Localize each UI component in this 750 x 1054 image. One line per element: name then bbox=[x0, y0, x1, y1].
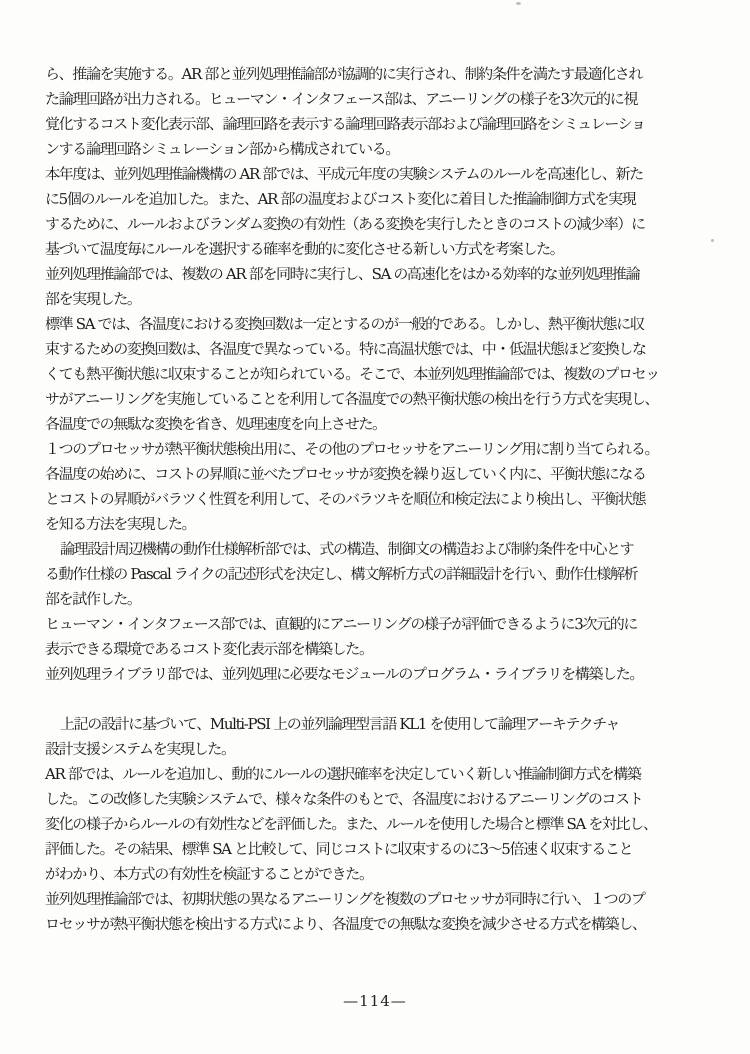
text-line: 各温度での無駄な変換を省き、処理速度を向上させた。 bbox=[45, 415, 386, 433]
text-line: くても熱平衡状態に収束することが知られている。そこで、本並列処理推論部では、複数のプロセッ bbox=[45, 365, 659, 383]
text-line: ら、推論を実施する。AR 部と並列処理推論部が協調的に実行され、制約条件を満たす最適化され bbox=[45, 65, 643, 83]
text-line: 本年度は、並列処理推論機構の AR 部では、平成元年度の実験システムのルールを高速化し、新た bbox=[45, 165, 643, 183]
text-line: 並列処理推論部では、初期状態の異なるアニーリングを複数のプロセッサが同時に行い、１つのプ bbox=[45, 890, 645, 908]
text-line: 覚化するコスト変化表示部、論理回路を表示する論理回路表示部および論理回路をシミュレーショ bbox=[45, 115, 645, 133]
text-line: を知る方法を実現した。 bbox=[45, 515, 196, 533]
text-line: 設計支援システムを実現した。 bbox=[45, 740, 235, 758]
page-number: —114— bbox=[343, 992, 407, 1010]
text-line: がわかり、本方式の有効性を検証することができた。 bbox=[45, 865, 373, 883]
text-line: 部を実現した。 bbox=[45, 290, 141, 308]
text-line: 評価した。その結果、標準 SA と比較して、同じコストに収束するのに3〜5倍速く収束すること bbox=[45, 840, 633, 858]
text-line: に5個のルールを追加した。また、AR 部の温度およびコスト変化に着目した推論制御方式を実現 bbox=[45, 190, 636, 208]
text-line: 並列処理推論部では、複数の AR 部を同時に実行し、SA の高速化をはかる効率的な並列処理推論 bbox=[45, 265, 640, 283]
scan-speck bbox=[516, 2, 521, 5]
text-line: 標準 SA では、各温度における変換回数は一定とするのが一般的である。しかし、熱平衡状態に収 bbox=[45, 315, 644, 333]
text-line: 変化の様子からルールの有効性などを評価した。また、ルールを使用した場合と標準 SA を対比し、 bbox=[45, 815, 657, 833]
text-line: ヒューマン・インタフェース部では、直観的にアニーリングの様子が評価できるように3次元的に bbox=[45, 615, 637, 633]
text-line: 部を試作した。 bbox=[45, 590, 141, 608]
text-line: 論理設計周辺機構の動作仕様解析部では、式の構造、制御文の構造および制約条件を中心とす bbox=[60, 540, 634, 558]
text-line: る動作仕様の Pascal ライクの記述形式を決定し、構文解析方式の詳細設計を行い、動作仕様解析 bbox=[45, 565, 638, 583]
text-line: 基づいて温度毎にルールを選択する確率を動的に変化させる新しい方式を考案した。 bbox=[45, 240, 564, 258]
text-line: 表示できる環境であるコスト変化表示部を構築した。 bbox=[45, 640, 373, 658]
text-line: ンする論理回路シミュレーション部から構成されている。 bbox=[45, 140, 400, 158]
text-line: AR 部では、ルールを追加し、動的にルールの選択確率を決定していく新しい推論制御方式を構築 bbox=[45, 765, 641, 783]
text-line: １つのプロセッサが熱平衡状態検出用に、その他のプロセッサをアニーリング用に割り当てられる。 bbox=[45, 440, 659, 458]
text-line: 各温度の始めに、コストの昇順に並べたプロセッサが変換を繰り返していく内に、平衡状態になる bbox=[45, 465, 646, 483]
blank-line bbox=[45, 687, 653, 712]
text-line: するために、ルールおよびランダム変換の有効性（ある変換を実行したときのコストの減少率）に bbox=[45, 215, 645, 233]
document-body bbox=[45, 62, 659, 937]
text-line: とコストの昇順がバラツく性質を利用して、そのバラツキを順位和検定法により検出し、平衡状態 bbox=[45, 490, 646, 508]
scan-speck bbox=[711, 239, 714, 242]
text-line: た論理回路が出力される。ヒューマン・インタフェース部は、アニーリングの様子を3次元的に視 bbox=[45, 90, 637, 108]
text-line: 並列処理ライブラリ部では、並列処理に必要なモジュールのプログラム・ライブラリを構築した。 bbox=[45, 665, 644, 683]
text-line: 上記の設計に基づいて、Multi-PSI 上の並列論理型言語 KL1 を使用して論理アーキテクチャ bbox=[60, 715, 620, 733]
text-line: した。この改修した実験システムで、様々な条件のもとで、各温度におけるアニーリングのコスト bbox=[45, 790, 643, 808]
text-line: サがアニーリングを実施していることを利用して各温度での熱平衡状態の検出を行う方式を実現し、 bbox=[45, 390, 659, 408]
text-line: ロセッサが熱平衡状態を検出する方式により、各温度での無駄な変換を減少させる方式を構築し、 bbox=[45, 915, 646, 933]
text-line: 束するための変換回数は、各温度で異なっている。特に高温状態では、中・低温状態ほど変換しな bbox=[45, 340, 646, 358]
